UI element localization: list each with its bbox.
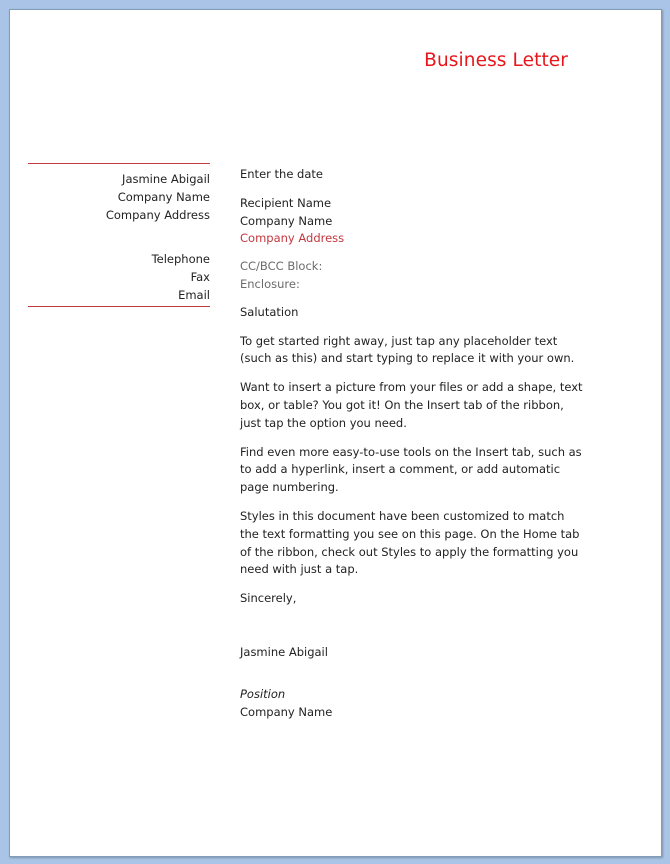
body-paragraph-4[interactable]: Styles in this document have been customized to match the text formatting you see on this page. On the Home tab of the ribbon, check out Styles to apply the formatting you need with just a tap. <box>240 508 580 577</box>
sidebar-bottom-rule <box>28 306 210 307</box>
recipient-block <box>240 195 585 248</box>
cc-bcc-block[interactable]: CC/BCC Block: <box>240 259 323 274</box>
sender-fax[interactable]: Fax <box>190 270 210 284</box>
body-paragraph-2[interactable]: Want to insert a picture from your files or add a shape, text box, or table? You got it! On the Insert tab of the ribbon, just tap the option you need. <box>240 380 583 430</box>
signature-name[interactable]: Jasmine Abigail <box>240 644 328 659</box>
sender-contact <box>28 250 210 304</box>
sender-sidebar <box>28 163 210 307</box>
salutation[interactable]: Salutation <box>240 304 299 319</box>
recipient-address[interactable]: Company Address <box>240 231 345 246</box>
enclosure[interactable]: Enclosure: <box>240 276 300 291</box>
sender-telephone[interactable]: Telephone <box>151 252 210 266</box>
letter-date[interactable]: Enter the date <box>240 167 323 181</box>
body-paragraph-1[interactable]: To get started right away, just tap any placeholder text (such as this) and start typing to replace it with your own. <box>240 333 575 366</box>
recipient-name[interactable]: Recipient Name <box>240 195 332 210</box>
letter-body <box>240 163 585 721</box>
sender-address[interactable]: Company Address <box>105 208 210 222</box>
signature-company[interactable]: Company Name <box>240 704 333 719</box>
recipient-company[interactable]: Company Name <box>240 213 333 228</box>
sender-email[interactable]: Email <box>178 288 210 302</box>
cc-enclosure-block <box>240 258 585 294</box>
closing[interactable]: Sincerely, <box>240 591 297 606</box>
document-page <box>9 9 662 857</box>
sender-name[interactable]: Jasmine Abigail <box>122 172 210 186</box>
sidebar-top-rule <box>28 163 210 164</box>
signature-position[interactable]: Position <box>240 686 286 701</box>
sender-company[interactable]: Company Name <box>117 190 210 204</box>
body-paragraph-3[interactable]: Find even more easy-to-use tools on the Insert tab, such as to add a hyperlink, insert a comment, or add automatic page numbering. <box>240 444 582 495</box>
sender-details <box>28 170 210 224</box>
document-title[interactable]: Business Letter <box>424 50 568 71</box>
